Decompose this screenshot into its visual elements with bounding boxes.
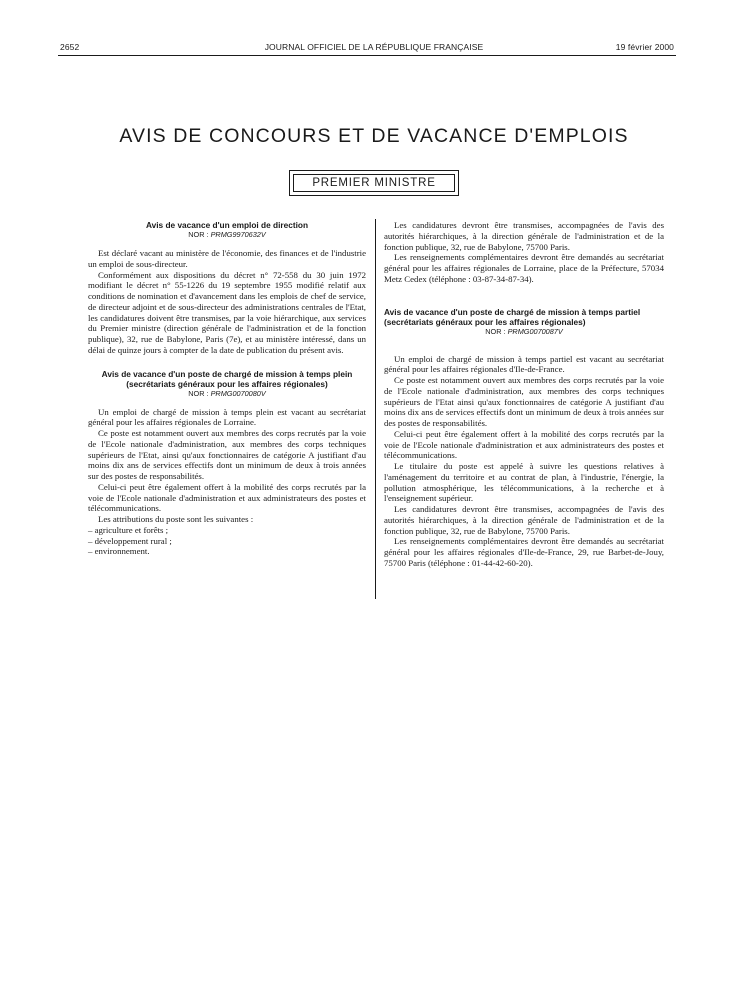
article-paragraph: Est déclaré vacant au ministère de l'économie, des finances et de l'industrie un emploi de sous-directeur. <box>88 248 366 269</box>
article-paragraph: Un emploi de chargé de mission à temps partiel est vacant au secrétariat général pour les affaires régionales d'Ile-de-France. <box>384 353 664 375</box>
nor-label: NOR : <box>188 388 209 398</box>
section-box <box>289 170 459 196</box>
nor-label: NOR : <box>188 230 209 239</box>
nor-reference <box>88 389 366 399</box>
nor-code: PRMG0070080V <box>210 388 266 398</box>
article-title-full-time: Avis de vacance d'un poste de chargé de mission à temps plein (secrétariats généraux pour les affaires régionales) <box>101 368 353 389</box>
article-paragraph: Les attributions du poste sont les suivantes : <box>98 514 254 524</box>
nor-code: PRMG0070087V <box>507 326 563 336</box>
section-title: PREMIER MINISTRE <box>293 174 455 192</box>
article-paragraph: Les renseignements complémentaires devront être demandés au secrétariat général pour les affaires régionales de Lorraine, place de la Préfecture, 57034 Metz Cedex (téléphone : 03-87-34-87-34). <box>384 252 664 284</box>
column-divider <box>375 219 376 599</box>
journal-title: JOURNAL OFFICIEL DE LA RÉPUBLIQUE FRANÇAISE <box>264 42 484 52</box>
attributions-list <box>88 525 366 557</box>
list-item: – environnement. <box>88 546 150 557</box>
article-paragraph: Conformément aux dispositions du décret n° 72-558 du 30 juin 1972 modifiant le décret n° 55-1226 du 19 septembre 1955 modifié relatif aux conditions de nomination et d'avancement dans les emplois de chef de service, de directeur adjoint et de sous-directeur des administrations centrales de l'Etat, les candidatures doivent être transmises, par la voie hiérarchique, aux services du Premier ministre (direction générale de l'administration et de la fonction publique), 32, rue de Babylone, Paris (7e), et au ministère intéressé, dans un délai de quinze jours à compter de la date de publication du présent avis. <box>88 269 366 355</box>
article-paragraph: Les candidatures devront être transmises, accompagnées de l'avis des autorités hiérarchiques, à la direction générale de l'administration et de la fonction publique, 32, rue de Babylone, 75700 Paris. <box>384 220 664 252</box>
issue-date: 19 février 2000 <box>615 42 674 52</box>
article-title-part-time: Avis de vacance d'un poste de chargé de mission à temps partiel (secrétariats généraux pour les affaires régionales) <box>384 306 641 327</box>
page-number: 2652 <box>60 42 80 52</box>
article-paragraph: Le titulaire du poste est appelé à suivre les questions relatives à l'aménagement du territoire et au contrat de plan, à l'industrie, l'énergie, la pollution atmosphérique, les télécommunications, à la recherche et à l'enseignement supérieur. <box>384 461 664 504</box>
nor-label: NOR : <box>485 326 506 336</box>
main-title: AVIS DE CONCOURS ET DE VACANCE D'EMPLOIS <box>119 125 629 148</box>
nor-code: PRMG9970632V <box>210 230 266 239</box>
article-paragraph: Les candidatures devront être transmises, accompagnées de l'avis des autorités hiérarchiques, à la direction générale de l'administration et de la fonction publique, 32, rue de Babylone, 75700 Paris. <box>384 504 664 536</box>
list-item: – développement rural ; <box>88 535 172 546</box>
header-rule <box>58 55 676 56</box>
article-paragraph: Ce poste est notamment ouvert aux membres des corps recrutés par la voie de l'Ecole nationale d'administration, aux membres des corps techniques supérieurs de l'Etat ainsi qu'aux fonctionnaires de catégorie A justifiant d'au moins dix ans de services effectifs dont un minimum de deux à trois années sur des postes de responsabilités. <box>384 375 664 428</box>
article-paragraph: Ce poste est notamment ouvert aux membres des corps recrutés par la voie de l'Ecole nationale d'administration, aux membres des corps techniques supérieurs de l'Etat, ainsi qu'aux fonctionnaires de catégorie A justifiant d'au moins dix ans de services effectifs dont un minimum de deux à trois années sur des postes de responsabilités. <box>88 428 366 481</box>
article-paragraph: Celui-ci peut être également offert à la mobilité des corps recrutés par la voie de l'Ecole nationale d'administration et aux administrateurs des postes et télécommunications. <box>384 428 664 461</box>
nor-reference <box>88 230 366 240</box>
list-item: – agriculture et forêts ; <box>88 524 169 535</box>
nor-reference <box>384 327 664 337</box>
article-paragraph: Les renseignements complémentaires devront être demandés au secrétariat général pour les affaires régionales d'Ile-de-France, 29, rue Barbet-de-Jouy, 75700 Paris (téléphone : 01-44-42-60-20). <box>384 536 664 568</box>
article-paragraph: Un emploi de chargé de mission à temps plein est vacant au secrétariat général pour les affaires régionales de Lorraine. <box>88 406 366 428</box>
article-paragraph: Celui-ci peut être également offert à la mobilité des corps recrutés par la voie de l'Ecole nationale d'administration et aux administrateurs des postes et télécommunications. <box>88 481 366 514</box>
article-title-direction: Avis de vacance d'un emploi de direction <box>145 220 309 230</box>
left-column <box>88 220 366 557</box>
right-column <box>384 220 664 569</box>
